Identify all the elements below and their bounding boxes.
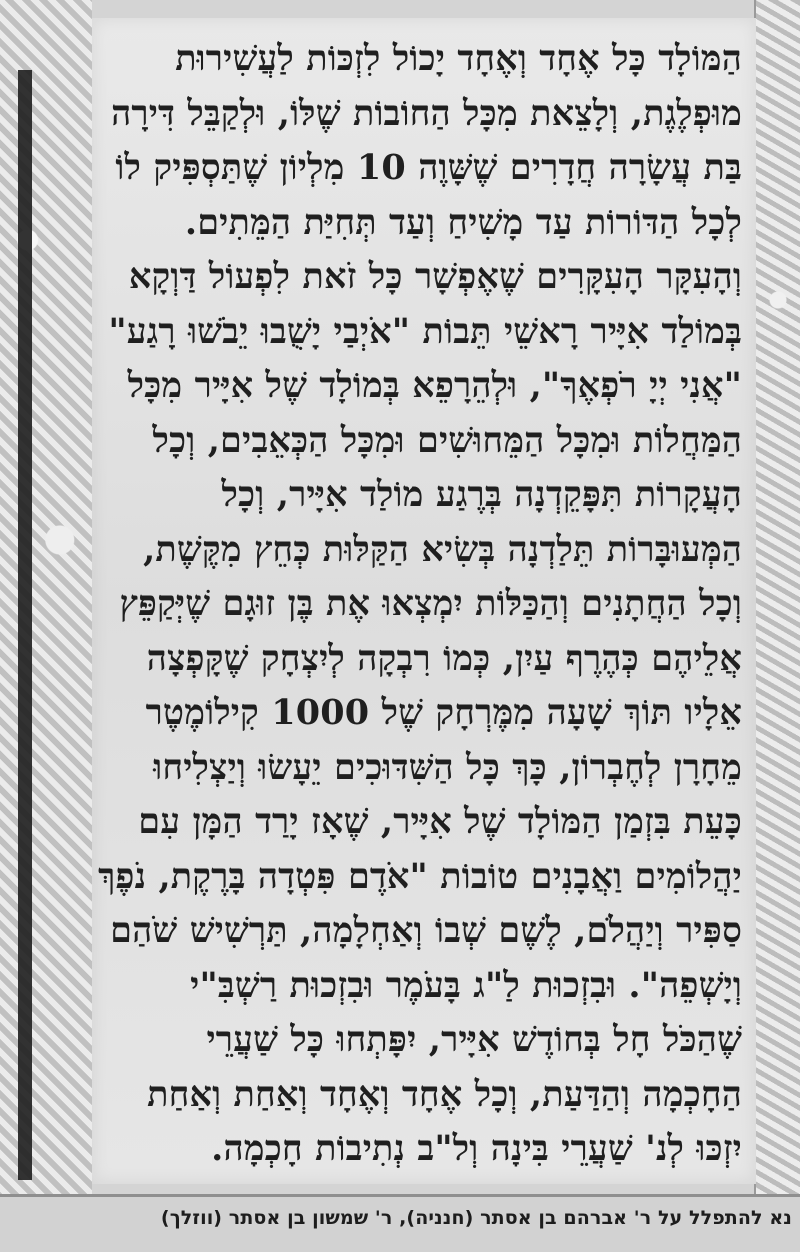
text-line: יַהֲלוֹמִים וַאֲבָנִים טוֹבוֹת "אֹדֶם פִּטְדָה בָּרֶקֶת, נֹפֶךְ	[98, 855, 742, 897]
text-line: כָּעֵת בִּזְמַן הַמּוֹלָד שֶׁל אִיָּיר, שֶׁאָז יָרַד הַמָּן עִם	[138, 801, 742, 842]
text-line: הַמְּעוּבָּרוֹת תֵּלַדְנָה בְּשִׂיא הַקַּלּוּת כְּחֵץ מִקֶּשֶׁת,	[143, 528, 742, 570]
text-line: שֶׁהַכֹּל חָל בְּחוֹדֶשׁ אִיָּיר, יִפָּתְחוּ כָּל שַׁעֲרֵי	[206, 1019, 742, 1060]
text-line: וְכָל הַחֲתָנִים וְהַכַּלּוֹת יִמְצְאוּ אֶת בֶּן זוּגָם שֶׁיְּקַפֵּץ	[119, 583, 742, 624]
footer-banner	[0, 1194, 800, 1252]
text-line: מֵחָרָן לְחֶבְרוֹן, כָּךְ כָּל הַשִּׁדּוּכִים יֵעָשׂוּ וְיַצְלִיחוּ	[153, 746, 742, 788]
text-line: הָעֲקָרוֹת תִּפָּקֵדְנָה בְּרֶגַע מוֹלַד אִיָּיר, וְכָל	[221, 474, 742, 515]
text-line: מוּפְלֶגֶת, וְלָצֵאת מִכָּל הַחוֹבוֹת שֶׁלּוֹ, וּלְקַבֵּל דִּירָה	[111, 92, 742, 134]
text-line: סַפִּיר וְיַהֲלֹם, לֶשֶׁם שְׁבוֹ וְאַחְלָמָה, תַּרְשִׁישׁ שֹׁהַם	[110, 910, 742, 951]
decorative-left-border	[0, 0, 92, 1200]
text-line: וְהָעִקָּר הָעִקָּרִים שֶׁאֶפְשָׁר כָּל זֹאת לִפְעוֹל דַּוְקָא	[128, 256, 742, 297]
text-line: הַחָכְמָה וְהַדַּעַת, וְכָל אֶחָד וְאֶחָד וְאַחַת וְאַחַת	[147, 1073, 742, 1115]
text-line: הַמַּחֲלוֹת וּמִכָּל הַמֵּחוּשִׁים וּמִכָּל הַכְּאֵבִים, וְכָל	[152, 419, 742, 461]
text-line: אֵלָיו תּוֹךְ שָׁעָה מִמֶּרְחָק שֶׁל 1000 קִילוֹמֶטֶר	[145, 692, 742, 733]
text-line: יִזְכּוּ לְנ' שַׁעֲרֵי בִּינָה וְל"ב נְתִיבוֹת חָכְמָה.	[211, 1128, 742, 1169]
text-line: אֲלֵיהֶם כְּהֶרֶף עַיִן, כְּמוֹ רִבְקָה לְיִצְחָק שֶׁקָּפְצָה	[146, 637, 742, 679]
body-text	[98, 32, 742, 1177]
prayer-request-text: נא להתפלל על ר' אברהם בן אסתר (חנניה), ר' שמשון בן אסתר (ווזלך)	[160, 1207, 792, 1229]
text-line: לְכָל הַדּוֹרוֹת עַד מָשִׁיחַ וְעַד תְּחִיַּת הַמֵּתִים.	[184, 201, 742, 243]
text-panel	[92, 18, 756, 1184]
text-line: בַּת עֲשָׂרָה חֲדָרִים שֶׁשָּׁוֶה 10 מִלְיוֹן שֶׁתַּסְפִּיק לוֹ	[115, 147, 742, 188]
text-line: הַמּוֹלָד כָּל אֶחָד וְאֶחָד יָכוֹל לִזְכּוֹת לַעֲשִׁירוּת	[175, 38, 742, 79]
text-line: "אֲנִי יְיָ רֹפְאֶךָ", וּלְהֵרָפֵא בְּמוֹלָד שֶׁל אִיָּיר מִכָּל	[127, 365, 742, 406]
decorative-right-border	[754, 0, 800, 1200]
text-line: בְּמוֹלַד אִיָּיר רָאשֵׁי תֵּבוֹת "אֹיְבַי יָשֻׁבוּ יֵבֹשׁוּ רָגַע"	[108, 310, 742, 352]
text-line: וְיָשְׁפֵה". וּבִזְכוּת לַ"ג בָּעֹמֶר וּבִזְכוּת רַשְׁבִּ"י	[190, 964, 742, 1006]
